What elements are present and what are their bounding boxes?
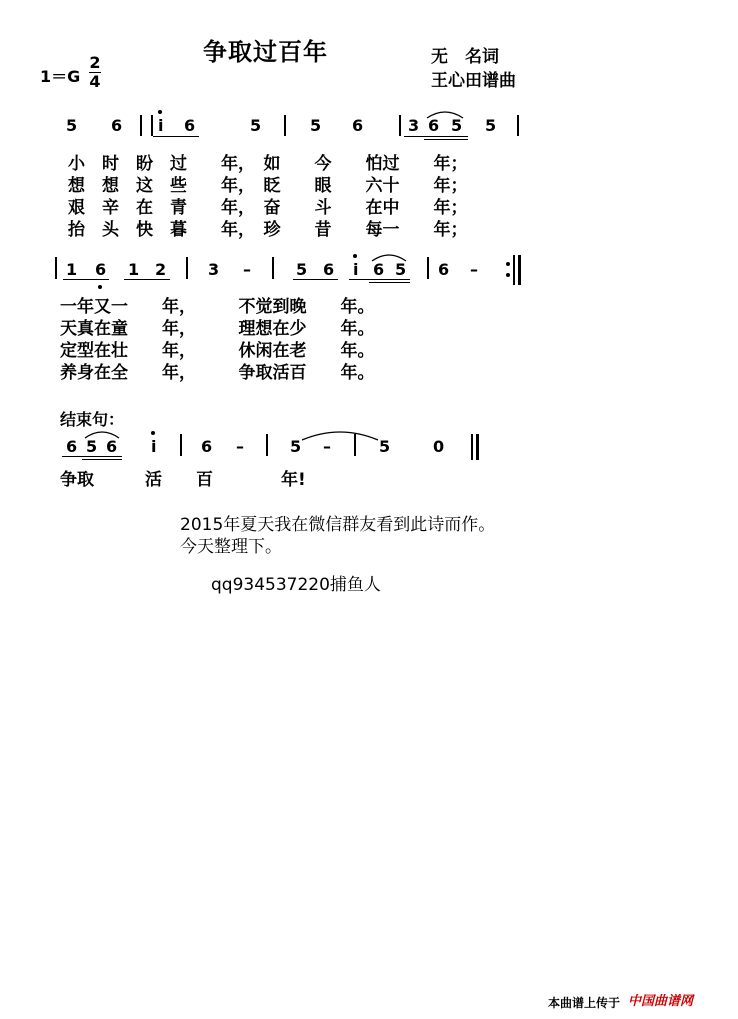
ending-lyrics: 争取 活 百 年! [60, 470, 306, 490]
beam [62, 456, 122, 457]
barline [517, 115, 519, 136]
barline [55, 257, 57, 279]
note-line-1: 2015年夏天我在微信群友看到此诗而作。 [180, 515, 496, 535]
slur [83, 428, 121, 440]
note: 6 [373, 260, 385, 279]
note-high: i [158, 116, 164, 135]
lyric-verse-1: 一年又一 年， 不觉到晚 年。 [60, 297, 375, 317]
slur [370, 251, 408, 263]
final-barline-thick [476, 434, 479, 460]
beam [424, 139, 468, 140]
note: 5 [379, 437, 391, 456]
barline [186, 257, 188, 279]
high-dot [151, 431, 155, 435]
dash: – [323, 437, 331, 456]
note: 5 [86, 437, 98, 456]
note: 6 [95, 260, 107, 279]
note: 5 [395, 260, 407, 279]
time-signature-top: 2 [89, 53, 101, 72]
dash: – [243, 260, 251, 279]
barline [427, 257, 429, 279]
author-signature: qq934537220捕鱼人 [211, 575, 381, 595]
note-high: i [353, 260, 359, 279]
lyric-verse-4: 抬 头 快 暮 年， 珍 昔 每一 年； [68, 220, 468, 240]
note-high: i [151, 437, 157, 456]
repeat-barline-thick [518, 255, 521, 285]
time-signature-bottom: 4 [89, 72, 101, 91]
note: 6 [352, 116, 364, 135]
note: 6 [66, 437, 78, 456]
note: 1 [128, 260, 140, 279]
low-dot [98, 285, 102, 289]
note: 5 [451, 116, 463, 135]
repeat-dot [506, 273, 510, 277]
lyric-verse-1: 小 时 盼 过 年， 如 今 怕过 年； [68, 154, 468, 174]
note: 6 [106, 437, 118, 456]
barline [272, 257, 274, 279]
note: 5 [290, 437, 302, 456]
barline [354, 434, 356, 456]
barline [266, 434, 268, 456]
beam [349, 279, 410, 280]
beam [369, 282, 410, 283]
note: 6 [438, 260, 450, 279]
rest: 0 [433, 437, 445, 456]
lyric-verse-2: 想 想 这 些 年， 眨 眼 六十 年； [68, 176, 468, 196]
note: 3 [408, 116, 420, 135]
beam [293, 279, 338, 280]
repeat-barline-thin [513, 255, 515, 285]
time-signature [89, 54, 101, 91]
barline [284, 115, 286, 136]
final-barline-thin [471, 434, 473, 460]
note: 5 [296, 260, 308, 279]
tie [300, 428, 380, 442]
beam [153, 136, 199, 137]
upload-credit: 本曲谱上传于 [548, 996, 621, 1010]
note: 6 [184, 116, 196, 135]
lyricist-credit: 无 名词 [431, 47, 499, 67]
note: 5 [66, 116, 78, 135]
dash: – [470, 260, 478, 279]
note: 6 [428, 116, 440, 135]
note: 6 [111, 116, 123, 135]
note: 2 [155, 260, 167, 279]
barline [140, 115, 142, 136]
key-signature: 1＝G [40, 67, 81, 86]
song-title: 争取过百年 [203, 38, 328, 66]
note: 6 [323, 260, 335, 279]
note: 6 [201, 437, 213, 456]
ending-label: 结束句： [60, 410, 125, 429]
beam [63, 279, 109, 280]
lyric-verse-4: 养身在全 年， 争取活百 年。 [60, 363, 375, 383]
note: 1 [66, 260, 78, 279]
barline [151, 115, 153, 136]
lyric-verse-3: 艰 辛 在 青 年， 奋 斗 在中 年； [68, 198, 468, 218]
note: 5 [250, 116, 262, 135]
dash: – [236, 437, 244, 456]
high-dot [353, 254, 357, 258]
slur [425, 108, 465, 120]
repeat-dot [506, 262, 510, 266]
lyric-verse-3: 定型在壮 年， 休闲在老 年。 [60, 341, 375, 361]
note: 5 [310, 116, 322, 135]
note-line-2: 今天整理下。 [180, 537, 282, 557]
composer-credit: 王心田谱曲 [431, 71, 516, 91]
note: 5 [485, 116, 497, 135]
beam [82, 459, 122, 460]
lyric-verse-2: 天真在童 年， 理想在少 年。 [60, 319, 375, 339]
beam [124, 279, 170, 280]
site-logo[interactable]: 中国曲谱网 [628, 994, 694, 1009]
high-dot [158, 110, 162, 114]
note: 3 [208, 260, 220, 279]
barline [399, 115, 401, 136]
beam [404, 136, 468, 137]
barline [180, 434, 182, 456]
